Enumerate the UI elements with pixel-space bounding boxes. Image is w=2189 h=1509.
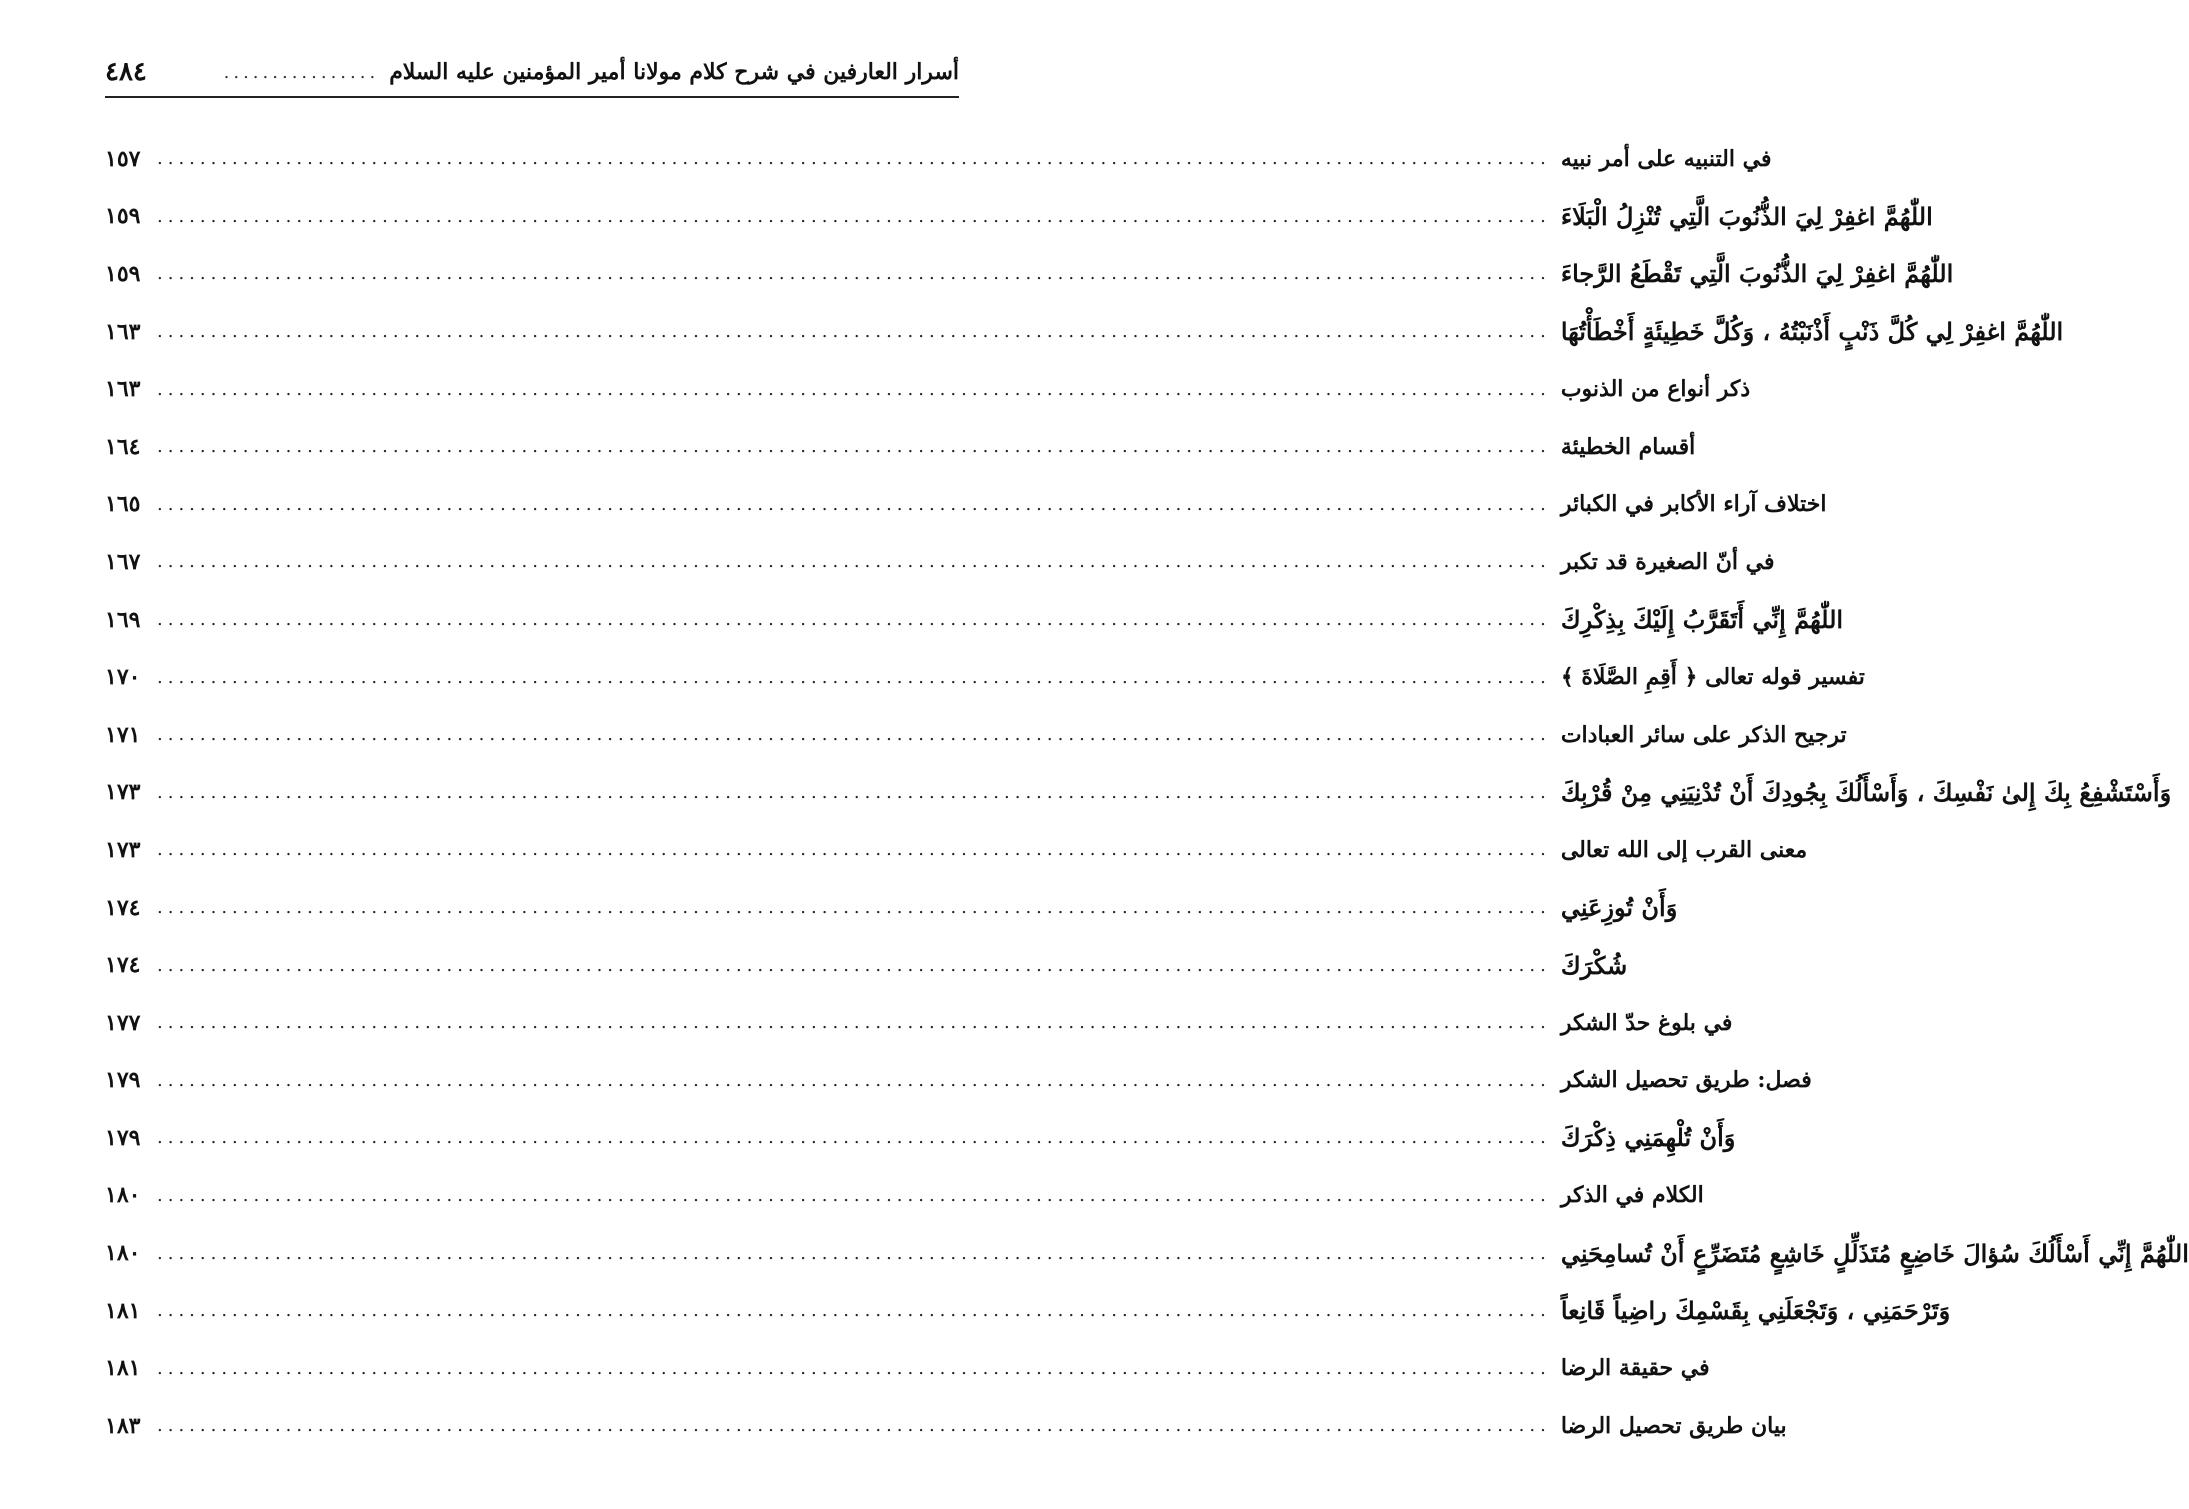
toc-entry[interactable] [105,533,1775,591]
toc-title: اللّٰهُمَّ إِنِّي أَسْأَلُكَ سُؤالَ خَاضِعٍ مُتَذَلِّلٍ خَاشِعٍ مُتَضَرِّعٍ أَنْ تُسامِحَنِي [1560,1238,2189,1268]
header-rule [105,96,959,98]
toc-entry[interactable] [105,1397,1787,1455]
toc-title: وَتَرْحَمَنِي ، وَتَجْعَلَنِي بِقَسْمِكَ راضِياً قَانِعاً [1560,1296,1951,1326]
toc-entry[interactable] [105,936,1628,994]
toc-page-number: ١٧٣ [105,836,141,863]
toc-entry[interactable] [105,764,2172,822]
toc-title: اللّٰهُمَّ إِنِّي أَتَقَرَّبُ إِلَيْكَ بِذِكْرِكَ [1560,605,1844,635]
toc-page-number: ١٦٩ [105,606,141,633]
toc-title: وَأَسْتَشْفِعُ بِكَ إِلىٰ نَفْسِكَ ، وَأَسْأَلُكَ بِجُودِكَ أَنْ تُدْنِيَنِي مِنْ قُرْبِكَ [1560,777,2172,807]
toc-entry[interactable] [105,591,1844,649]
toc-title: وَأَنْ تُوزِعَنِي [1560,893,1678,923]
toc-dot-leader: .................................................................................................................................. [157,1012,1551,1034]
toc-page-number: ١٧١ [105,721,141,748]
toc-title: في حقيقة الرضا [1560,1355,1710,1382]
toc-title: تفسير قوله تعالى ﴿ أَقِمِ الصَّلَاةَ ﴾ [1560,664,1865,691]
toc-dot-leader: .................................................................................................................................. [157,1242,1551,1264]
toc-page-number: ١٧٩ [105,1067,141,1094]
toc-title: في التنبيه على أمر نبيه [1560,145,1772,172]
toc-entry[interactable] [105,188,1933,246]
toc-page-number: ١٦٣ [105,376,141,403]
toc-page-number: ١٦٥ [105,491,141,518]
toc-title: وَأَنْ تُلْهِمَنِي ذِكْرَكَ [1560,1123,1736,1153]
toc-entry[interactable] [105,879,1678,937]
running-header [105,52,959,92]
toc-page-number: ١٥٧ [105,145,141,172]
toc-page-number: ١٨٠ [105,1240,141,1267]
toc-page-number: ١٨٠ [105,1182,141,1209]
toc-title: في أنّ الصغيرة قد تكبر [1560,548,1775,575]
toc-title: الكلام في الذكر [1560,1182,1704,1209]
toc-dot-leader: .................................................................................................................................. [157,1415,1551,1437]
toc-dot-leader: .................................................................................................................................. [157,839,1551,861]
toc-page-number: ١٥٩ [105,203,141,230]
toc-entry[interactable] [105,303,2064,361]
toc-dot-leader: .................................................................................................................................. [157,205,1551,227]
toc-dot-leader: .................................................................................................................................. [157,609,1551,631]
toc-title: معنى القرب إلى الله تعالى [1560,836,1808,863]
toc-page-number: ١٦٧ [105,548,141,575]
toc-entry[interactable] [105,994,1733,1052]
toc-dot-leader: .................................................................................................................................. [157,1069,1551,1091]
toc-page-number: ١٧٧ [105,1009,141,1036]
toc-dot-leader: .................................................................................................................................. [157,954,1551,976]
toc-dot-leader: .................................................................................................................................. [157,148,1551,170]
toc-page-number: ١٧٩ [105,1124,141,1151]
toc-title: ذكر أنواع من الذنوب [1560,376,1751,403]
toc-title: فصل: طريق تحصيل الشكر [1560,1067,1812,1094]
toc-title: بيان طريق تحصيل الرضا [1560,1412,1787,1439]
toc-entry[interactable] [105,821,1808,879]
toc-entry[interactable] [105,130,1772,188]
toc-entry[interactable] [105,360,1751,418]
toc-entry[interactable] [105,1052,1812,1110]
toc-page-number: ١٨٣ [105,1412,141,1439]
toc-title: أقسام الخطيئة [1560,433,1696,460]
toc-dot-leader: .................................................................................................................................. [157,1127,1551,1149]
toc-entry[interactable] [105,1167,1704,1225]
toc-dot-leader: .................................................................................................................................. [157,724,1551,746]
toc-entry[interactable] [105,1282,1951,1340]
toc-dot-leader: .................................................................................................................................. [157,897,1551,919]
toc-page-number: ١٧٤ [105,952,141,979]
toc-page-number: ١٦٣ [105,318,141,345]
toc-entry[interactable] [105,418,1696,476]
header-title: أسرار العارفين في شرح كلام مولانا أمير المؤمنين عليه السلام [389,59,959,85]
toc-title: شُكْرَكَ [1560,950,1628,980]
toc-dot-leader: .................................................................................................................................. [157,781,1551,803]
toc-title: اللّٰهُمَّ اغفِرْ لِيَ الذُّنُوبَ الَّتِي تَقْطَعُ الرَّجاءَ [1560,259,1954,289]
toc-page-number: ١٧٣ [105,779,141,806]
toc-entry[interactable] [105,706,1847,764]
toc-dot-leader: .................................................................................................................................. [157,378,1551,400]
toc-entry[interactable] [105,1109,1736,1167]
toc-title: ترجيح الذكر على سائر العبادات [1560,721,1847,748]
toc-entry[interactable] [105,648,1865,706]
toc-dot-leader: .................................................................................................................................. [157,493,1551,515]
toc-page-number: ١٨١ [105,1297,141,1324]
toc-title: في بلوغ حدّ الشكر [1560,1009,1733,1036]
toc-dot-leader: .................................................................................................................................. [157,666,1551,688]
toc-page-number: ١٨١ [105,1355,141,1382]
toc-title: اللّٰهُمَّ اغفِرْ لِي كُلَّ ذَنْبٍ أَذْنَبْتُهُ ، وَكُلَّ خَطِيئَةٍ أَخْطَأْتُهَا [1560,317,2064,347]
toc-entry[interactable] [105,476,1827,534]
toc-entry[interactable] [105,1224,2189,1282]
toc-dot-leader: .................................................................................................................................. [157,1357,1551,1379]
toc-page-number: ١٧٤ [105,894,141,921]
toc-dot-leader: .................................................................................................................................. [157,1184,1551,1206]
toc-page-number: ١٥٩ [105,260,141,287]
toc-title: اختلاف آراء الأكابر في الكبائر [1560,491,1827,518]
toc-title: اللّٰهُمَّ اغفِرْ لِيَ الذُّنُوبَ الَّتِي تُنْزِلُ الْبَلَاءَ [1560,201,1933,231]
toc-page-number: ١٦٤ [105,433,141,460]
toc-dot-leader: .................................................................................................................................. [157,1300,1551,1322]
toc-entry[interactable] [105,1339,1710,1397]
toc-dot-leader: .................................................................................................................................. [157,321,1551,343]
toc-dot-leader: .................................................................................................................................. [157,551,1551,573]
table-of-contents [105,130,2189,1455]
header-dot-leader: ................ [223,61,380,83]
toc-entry[interactable] [105,245,1954,303]
toc-dot-leader: .................................................................................................................................. [157,436,1551,458]
toc-page-number: ١٧٠ [105,664,141,691]
header-page-number: ٤٨٤ [105,57,147,87]
toc-dot-leader: .................................................................................................................................. [157,263,1551,285]
